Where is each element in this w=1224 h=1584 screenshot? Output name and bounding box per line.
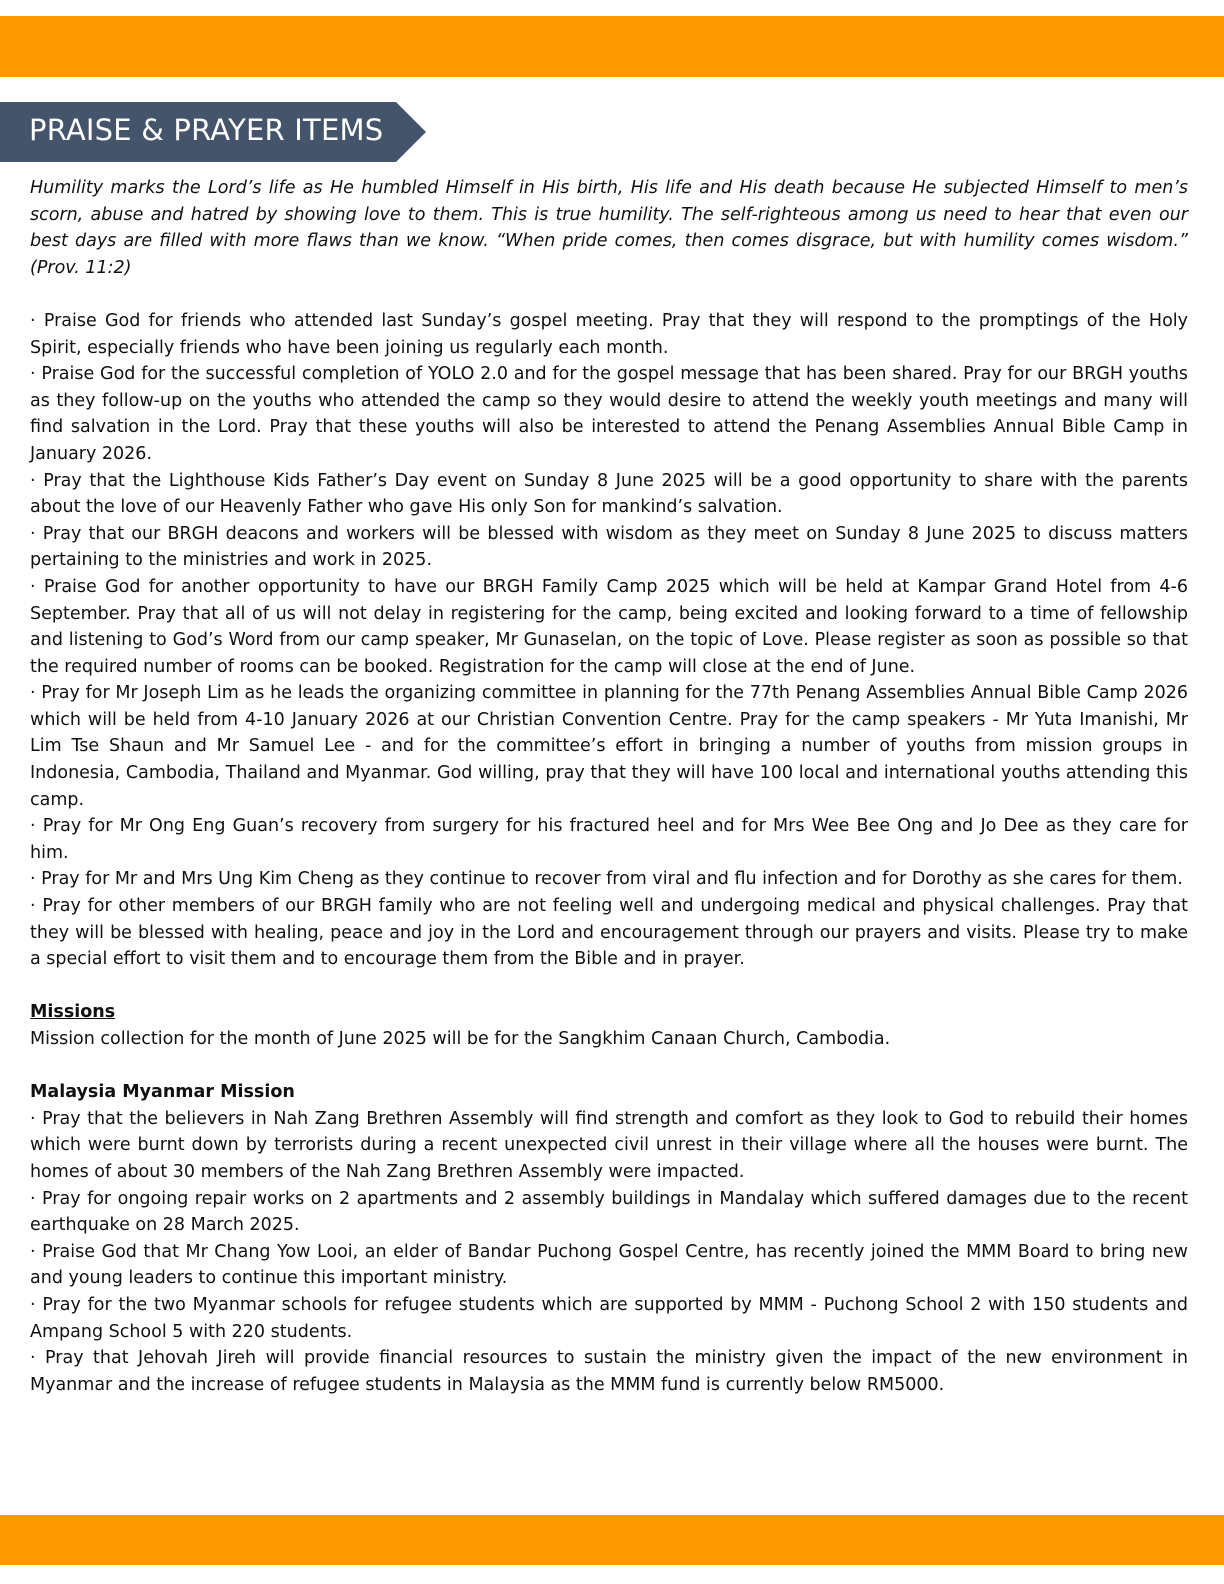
prayer-item: · Praise God for another opportunity to have our BRGH Family Camp 2025 which will be held at Kampar Grand Hotel from 4-6 September. Pray that all of us will not delay in registering for the camp, being excited and looking forward to a time of fellowship and listening to God’s Word from our camp speaker, Mr Gunaselan, on the topic of Love. Please register as soon as possible so that the required number of rooms can be booked. Registration for the camp will close at the end of June. — [30, 576, 1188, 677]
prayer-items-list — [30, 308, 1188, 973]
mmm-item: · Pray that the believers in Nah Zang Brethren Assembly will find strength and comfort as they look to God to rebuild their homes which were burnt down by terrorists during a recent unexpected civil unrest in their village where all the houses were burnt. The homes of about 30 members of the Nah Zang Brethren Assembly were impacted. — [30, 1108, 1188, 1182]
page-title: PRAISE & PRAYER ITEMS — [29, 113, 384, 147]
prayer-item: · Pray for other members of our BRGH family who are not feeling well and undergoing medical and physical challenges. Pray that they will be blessed with healing, peace and joy in the Lord and encouragement through our prayers and visits. Please try to make a special effort to visit them and to encourage them from the Bible and in prayer. — [30, 896, 1188, 970]
mmm-item: · Pray for ongoing repair works on 2 apartments and 2 assembly buildings in Mandalay which suffered damages due to the recent earthquake on 28 March 2025. — [30, 1188, 1188, 1236]
prayer-item: · Praise God for the successful completion of YOLO 2.0 and for the gospel message that has been shared. Pray for our BRGH youths as they follow-up on the youths who attended the camp so they would desire to attend the weekly youth meetings and many will find salvation in the Lord. Pray that these youths will also be interested to attend the Penang Assemblies Annual Bible Camp in January 2026. — [30, 364, 1188, 464]
prayer-item: · Pray for Mr Joseph Lim as he leads the organizing committee in planning for the 77th Penang Assemblies Annual Bible Camp 2026 which will be held from 4-10 January 2026 at our Christian Convention Centre. Pray for the camp speakers - Mr Yuta Imanishi, Mr Lim Tse Shaun and Mr Samuel Lee - and for the committee’s effort in bringing a number of youths from mission groups in Indonesia, Cambodia, Thailand and Myanmar. God willing, pray that they will have 100 local and international youths attending this camp. — [30, 683, 1188, 810]
prayer-item: · Praise God for friends who attended last Sunday’s gospel meeting. Pray that they will respond to the promptings of the Holy Spirit, especially friends who have been joining us regularly each month. — [30, 310, 1188, 358]
mmm-item: · Pray that Jehovah Jireh will provide financial resources to sustain the ministry given the impact of the new environment in Myanmar and the increase of refugee students in Malaysia as the MMM fund is currently below RM5000. — [30, 1348, 1188, 1395]
mmm-item: · Praise God that Mr Chang Yow Looi, an elder of Bandar Puchong Gospel Centre, has recently joined the MMM Board to bring new and young leaders to continue this important ministry. — [30, 1241, 1188, 1289]
intro-paragraph: Humility marks the Lord’s life as He humbled Himself in His birth, His life and His death because He subjected Himself to men’s scorn, abuse and hatred by showing love to them. This is true humility. The self-righteous among us need to hear that even our best days are filled with more flaws than we know. “When pride comes, then comes disgrace, but with humility comes wisdom.” (Prov. 11:2) — [30, 178, 1188, 278]
mmm-items-list — [30, 1106, 1188, 1399]
prayer-item: · Pray that the Lighthouse Kids Father’s Day event on Sunday 8 June 2025 will be a good opportunity to share with the parents about the love of our Heavenly Father who gave His only Son for mankind’s salvation. — [30, 470, 1188, 518]
mmm-item: · Pray for the two Myanmar schools for refugee students which are supported by MMM - Puchong School 2 with 150 students and Ampang School 5 with 220 students. — [30, 1294, 1188, 1342]
top-orange-band — [0, 16, 1224, 77]
main-content — [30, 175, 1188, 1398]
section-title-banner — [0, 102, 430, 162]
missions-text: Mission collection for the month of June 2025 will be for the Sangkhim Canaan Church, Cambodia. — [30, 1029, 891, 1049]
prayer-item: · Pray for Mr Ong Eng Guan’s recovery from surgery for his fractured heel and for Mrs Wee Bee Ong and Jo Dee as they care for him. — [30, 816, 1188, 863]
missions-heading: Missions — [30, 1002, 116, 1023]
mmm-heading: Malaysia Myanmar Mission — [30, 1082, 295, 1103]
bottom-orange-band — [0, 1515, 1224, 1565]
prayer-item: · Pray that our BRGH deacons and workers will be blessed with wisdom as they meet on Sunday 8 June 2025 to discuss matters pertaining to the ministries and work in 2025. — [30, 523, 1188, 571]
prayer-item: · Pray for Mr and Mrs Ung Kim Cheng as they continue to recover from viral and flu infection and for Dorothy as she cares for them. — [30, 869, 1183, 890]
